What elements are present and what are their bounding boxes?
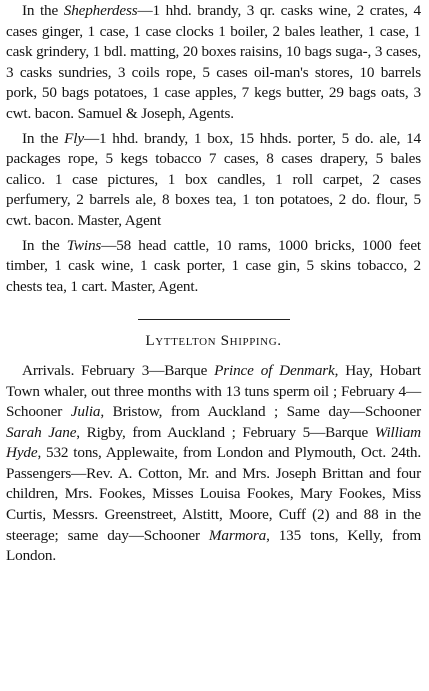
cargo-text: —1 hhd. brandy, 1 box, 15 hhds. porter, 5 do. ale, 14 packages rope, 5 kegs tobacco 7 cases, 8 cases drapery, 5 bales calico. 1 case pictures, 1 box candles, 1 roll carpet, 2 cases perfumery, 2 barrels ale, 8 boxes tea, 1 ton potatoes, 2 do. flour, 5 cwt. bacon. Master, Agent bbox=[6, 129, 421, 229]
cargo-prefix: In the bbox=[22, 129, 65, 147]
section-divider bbox=[138, 319, 290, 320]
ship-name: Prince of Denmark bbox=[214, 361, 335, 379]
arrivals-text: , Hay, Hobart Town whaler, out three months with 13 tuns sperm oil ; February 4—Schooner bbox=[6, 361, 421, 421]
ship-name-twins: Twins bbox=[66, 236, 102, 254]
section-heading: Lyttelton Shipping. bbox=[145, 332, 282, 350]
cargo-prefix: In the bbox=[22, 236, 67, 254]
cargo-prefix: In the bbox=[22, 2, 64, 19]
arrivals-text: , Bristow, from Auckland ; Same day—Schooner bbox=[100, 403, 421, 421]
ship-name: William Hyde bbox=[6, 423, 421, 462]
ship-name-fly: Fly bbox=[64, 129, 84, 147]
arrivals-text: , 532 tons, Applewaite, from London and Plymouth, Oct. 24th. Passengers—Rev. A. Cotton, Mr. and Mrs. Joseph Brittan and four children, Mrs. Fookes, Misses Louisa Fookes, Mary Fookes, Miss Curtis, Messrs. Greenstreet, Alstitt, Moore, Cuff (2) and 88 in the steerage; same day—Schooner bbox=[6, 444, 421, 544]
arrivals-text: Arrivals. February 3—Barque bbox=[22, 361, 215, 379]
ship-name-shepherdess: Shepherdess bbox=[63, 2, 138, 19]
cargo-entry-shepherdess bbox=[6, 1, 421, 125]
arrivals-text: , Rigby, from Auckland ; February 5—Barque bbox=[76, 423, 375, 441]
cargo-text: —1 hhd. brandy, 3 qr. casks wine, 2 crates, 4 cases ginger, 1 case, 1 case clocks 1 boiler, 2 bales leather, 1 case, 1 cask grindery, 1 bdl. matting, 20 boxes raisins, 10 bags suga-, 3 cases, 3 casks sundries, 3 coils rope, 5 cases oil-man's stores, 10 barrels pork, 50 bags potatoes, 1 case apples, 7 kegs butter, 29 bags oats, 3 cwt. bacon. Samuel & Joseph, Agents. bbox=[6, 2, 421, 122]
arrivals-paragraph bbox=[6, 361, 421, 567]
ship-name: Marmora bbox=[208, 526, 267, 544]
cargo-entry-fly bbox=[6, 129, 421, 232]
arrivals-text: , 135 tons, Kelly, from London. bbox=[6, 526, 421, 565]
cargo-text: —58 head cattle, 10 rams, 1000 bricks, 1000 feet timber, 1 cask wine, 1 cask porter, 1 case gin, 5 skins tobacco, 2 chests tea, 1 cart. Master, Agent. bbox=[6, 236, 422, 295]
ship-name: Julia bbox=[70, 403, 101, 421]
ship-name: Sarah Jane bbox=[6, 423, 77, 441]
cargo-entry-twins bbox=[6, 236, 421, 298]
